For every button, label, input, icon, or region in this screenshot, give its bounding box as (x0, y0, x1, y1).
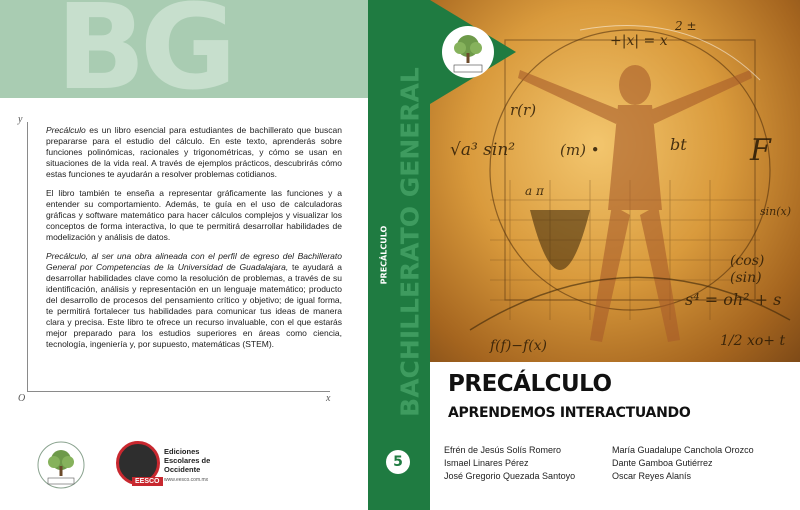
svg-text:bt: bt (670, 135, 687, 154)
back-cover-blurb (46, 125, 342, 358)
spine-book-title: PRECÁLCULO (379, 225, 389, 285)
svg-text:+|x| = x: +|x| = x (610, 33, 668, 49)
y-axis-label: y (18, 114, 23, 125)
svg-text:2 ±: 2 ± (675, 19, 697, 33)
svg-text:(sin): (sin) (730, 270, 762, 286)
blurb-italic-lead: Precálculo, al ser una obra alineada con el perfil de egreso del Bachillerato General por Competencias de la Universidad de Guadalajara, (46, 251, 342, 272)
book-subtitle: APRENDEMOS INTERACTUANDO (448, 405, 691, 421)
svg-text:f(f)−f(x): f(f)−f(x) (490, 338, 548, 354)
svg-text:F: F (750, 133, 771, 168)
publisher-url: www.eesco.com.mx (164, 477, 209, 483)
spine-series-title: BACHILLERATO GENERAL (395, 67, 425, 417)
tree-seal-icon (440, 24, 496, 80)
blurb-paragraph-2: El libro también te enseña a representar gráficamente las funciones y a entender su comportamiento. Además, te guía en el uso de calculadoras gráficas y software matemático para hacer cálculos complejos y visualizar los conceptos de forma interactiva, lo que te permitirá desarrollar habilidades de modelización y análisis de datos. (46, 188, 342, 242)
author-name: Dante Gamboa Gutiérrez (612, 458, 713, 468)
svg-text:a π: a π (525, 184, 544, 198)
book-title: PRECÁLCULO (448, 371, 612, 397)
y-axis-line (27, 122, 28, 392)
authors-list-right (612, 444, 797, 483)
publisher-name: Ediciones Escolares de Occidente (164, 447, 211, 474)
svg-text:1/2 xo+ t: 1/2 xo+ t (720, 333, 786, 349)
spine-volume-number: 5 (386, 450, 410, 474)
svg-text:√a³ sin²: √a³ sin² (450, 140, 516, 160)
tree-seal-icon (36, 440, 86, 490)
svg-text:(cos): (cos) (730, 253, 765, 269)
svg-text:sin(x): sin(x) (760, 205, 792, 218)
origin-label: O (18, 393, 26, 404)
svg-text:r(r): r(r) (510, 101, 537, 119)
author-name: Oscar Reyes Alanís (612, 471, 692, 481)
author-name: Efrén de Jesús Solís Romero (444, 445, 562, 455)
series-logo-letters: BG (56, 0, 231, 98)
svg-text:(m) •: (m) • (560, 141, 600, 159)
publisher-short-name: EESCO (132, 477, 163, 486)
blurb-text: es un libro esencial para estudiantes de bachillerato que buscan prepararse para el estudio del cálculo. En este texto, aprenderás sobre funciones polinómicas, racionales y trigonométricas, y cómo se usan en situaciones de la vida real. A través de ejemplos prácticos, descubrirás cómo estas funciones te ayudarán a resolver problemas cotidianos. (46, 125, 342, 179)
x-axis-label: x (326, 393, 331, 404)
blurb-paragraph-3 (46, 251, 342, 350)
authors-list-left (430, 444, 620, 483)
author-name: José Gregorio Quezada Santoyo (444, 471, 576, 481)
blurb-text: te ayudará a desarrollar habilidades clave como la resolución de problemas, a través de su identificación, análisis y representación en un lenguaje matemático; producto del desarrollo de procesos del pensamiento crítico y objetivo; de igual forma, te permitirá fortalecer tus habilidades para comunicar tus ideas de manera clara y precisa. Este libro te ofrece un recurso invaluable, con el que estarás mejor preparado para los estudios superiores en áreas como ciencia, tecnología, ingeniería y, por supuesto, matemáticas (STEM). (46, 262, 342, 349)
back-cover-band (0, 0, 368, 98)
x-axis-line (27, 391, 330, 392)
blurb-paragraph-1 (46, 125, 342, 180)
blurb-title-italic: Precálculo (46, 125, 86, 135)
back-cover (0, 0, 368, 510)
author-name: Ismael Linares Pérez (444, 458, 529, 468)
author-name: María Guadalupe Canchola Orozco (612, 445, 754, 455)
svg-text:s⁴ = oh² + s: s⁴ = oh² + s (685, 290, 782, 309)
